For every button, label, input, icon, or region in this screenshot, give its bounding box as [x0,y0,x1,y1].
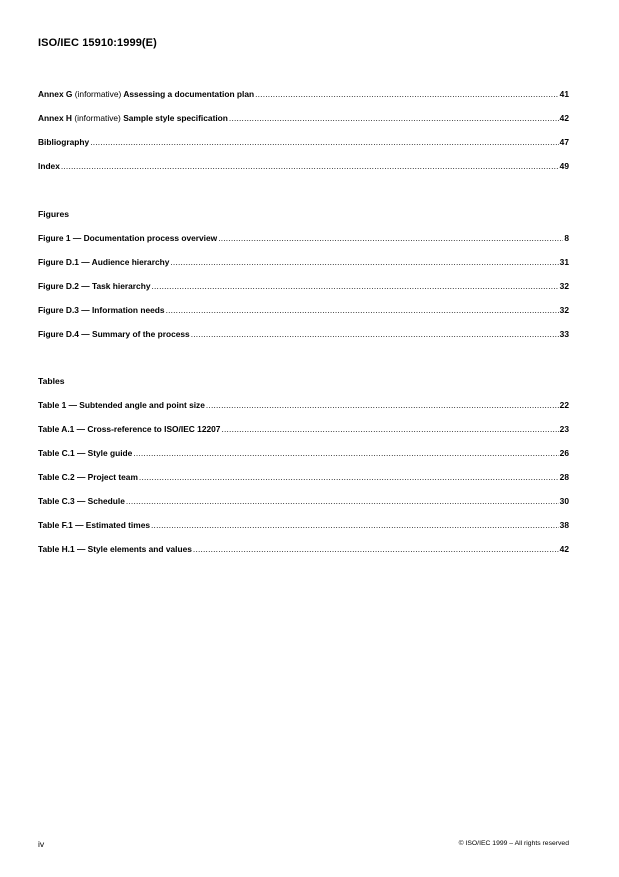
dot-leader [139,472,559,482]
toc-entry-title [38,113,228,123]
toc-entry-title: Figure D.1 — Audience hierarchy [38,257,170,267]
toc-entry-table[interactable] [38,472,569,496]
page-number: 32 [559,305,569,315]
annex-qualifier: (informative) [74,89,122,99]
toc-entry-figure[interactable] [38,329,569,353]
page-number: 26 [559,448,569,458]
toc-entry-title: Table F.1 — Estimated times [38,520,151,530]
toc-entry-annex-h[interactable] [38,113,569,137]
toc-entry-title: Table C.2 — Project team [38,472,138,482]
page-number: 42 [559,544,569,554]
toc-annexes-list [38,89,569,185]
toc-entry-index[interactable] [38,161,569,185]
toc-entry-table[interactable] [38,496,569,520]
page-number: 28 [559,472,569,482]
toc-entry-title: Figure D.2 — Task hierarchy [38,281,151,291]
footer-page-number: iv [38,839,45,849]
page-number: 23 [559,424,569,434]
toc-entry-title: Table A.1 — Cross-reference to ISO/IEC 12207 [38,424,221,434]
page-number: 31 [559,257,569,267]
page-number: 47 [559,137,569,147]
toc-entry-title: Table C.3 — Schedule [38,496,125,506]
toc-entry-table[interactable] [38,520,569,544]
dot-leader [90,137,558,147]
page-number: 49 [559,161,569,171]
toc-entry-figure[interactable] [38,281,569,305]
toc-entry-title: Table C.1 — Style guide [38,448,133,458]
annex-label: Annex H [38,113,72,123]
toc-entry-title: Figure D.3 — Information needs [38,305,165,315]
page-number: 22 [559,400,569,410]
dot-leader [126,496,559,506]
toc-entry-table[interactable] [38,448,569,472]
toc-entry-title: Figure D.4 — Summary of the process [38,329,190,339]
dot-leader [229,113,559,123]
page-number: 32 [559,281,569,291]
document-id-header: ISO/IEC 15910:1999(E) [38,37,157,49]
toc-entry-title [38,89,254,99]
page-number: 41 [559,89,569,99]
toc-entry-table[interactable] [38,544,569,568]
dot-leader [61,161,559,171]
dot-leader [170,257,558,267]
dot-leader [218,233,563,243]
page-number: 8 [564,233,569,243]
page-number: 38 [559,520,569,530]
tables-heading: Tables [38,376,65,386]
toc-entry-figure[interactable] [38,233,569,257]
dot-leader [133,448,558,458]
dot-leader [221,424,558,434]
toc-entry-title: Figure 1 — Documentation process overview [38,233,218,243]
toc-entry-bibliography[interactable] [38,137,569,161]
annex-label: Annex G [38,89,73,99]
dot-leader [206,400,559,410]
toc-entry-title: Table H.1 — Style elements and values [38,544,192,554]
toc-entry-title: Bibliography [38,137,90,147]
page-number: 42 [559,113,569,123]
annex-qualifier: (informative) [74,113,121,123]
annex-title: Assessing a documentation plan [123,89,255,99]
toc-entry-annex-g[interactable] [38,89,569,113]
dot-leader [193,544,559,554]
toc-entry-table[interactable] [38,400,569,424]
page-number: 33 [559,329,569,339]
page-number: 30 [559,496,569,506]
footer-copyright: © ISO/IEC 1999 – All rights reserved [458,840,569,847]
figures-heading: Figures [38,209,70,219]
dot-leader [151,520,559,530]
dot-leader [166,305,559,315]
toc-entry-figure[interactable] [38,257,569,281]
toc-entry-table[interactable] [38,424,569,448]
toc-tables-list [38,400,569,568]
dot-leader [191,329,559,339]
dot-leader [255,89,559,99]
toc-figures-list [38,233,569,353]
toc-entry-title: Index [38,161,60,171]
toc-entry-title: Table 1 — Subtended angle and point size [38,400,205,410]
annex-title: Sample style specification [123,113,228,123]
dot-leader [151,281,558,291]
toc-entry-figure[interactable] [38,305,569,329]
